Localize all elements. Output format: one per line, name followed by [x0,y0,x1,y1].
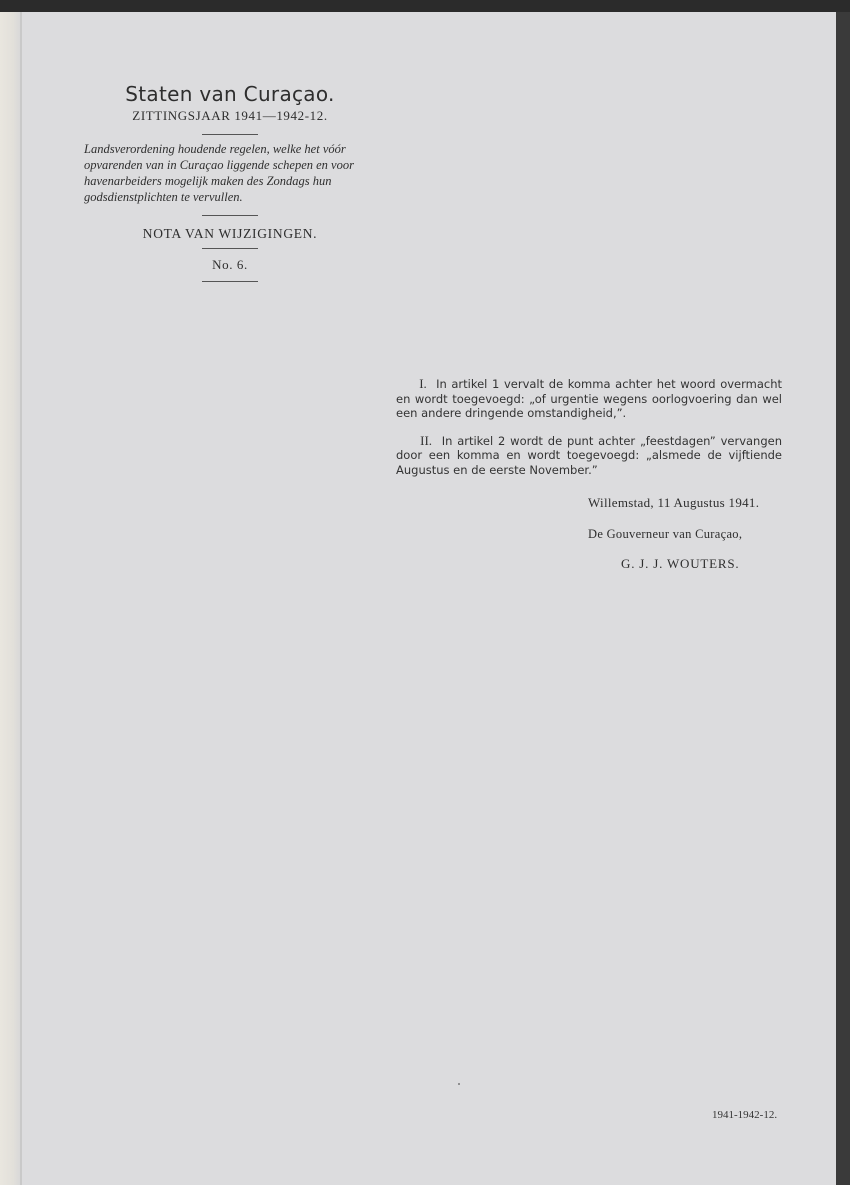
scan-border [836,12,850,1185]
signatory-office: De Gouverneur van Curaçao, [588,527,743,541]
document-number: No. 6. [212,257,248,272]
ordinance-subject: Landsverordening houdende regelen, welke het vóór opvarenden van in Curaçao liggende schepen en voor havenarbeiders mogelijk maken des Zondags hun godsdienstplichten te vervullen. [84,142,354,204]
speck [458,1083,460,1085]
footer-reference: 1941-1942-12. [712,1109,778,1121]
session-year: ZITTINGSJAAR 1941—1942-12. [132,108,328,123]
page-edge-line [20,12,22,1185]
amendment-body [396,377,782,490]
paragraph-numeral: II. [420,432,433,448]
amendment-paragraph [396,434,782,478]
divider [202,134,258,135]
divider [202,248,258,249]
signatory-name: G. J. J. WOUTERS. [621,556,740,571]
paragraph-text: In artikel 1 vervalt de komma achter het woord overmacht en wordt toegevoegd: „of urgentie wegens oorlogvoering dan wel een andere dringende omstandigheid,”. [396,377,783,420]
place-date: Willemstad, 11 Augustus 1941. [588,495,760,510]
amendment-paragraph [396,377,782,421]
page-binding-shadow [0,12,22,1185]
nota-heading: NOTA VAN WIJZIGINGEN. [142,226,318,241]
divider [202,281,258,282]
paragraph-numeral: I. [419,376,427,391]
paragraph-text: In artikel 2 wordt de punt achter „feestdagen” vervangen door een komma en wordt toegevoegd: „alsmede de vijftiende Augustus en de eerste November.” [396,433,783,477]
divider [202,215,258,216]
document-title: Staten van Curaçao. [125,82,335,106]
document-heading [80,78,380,282]
